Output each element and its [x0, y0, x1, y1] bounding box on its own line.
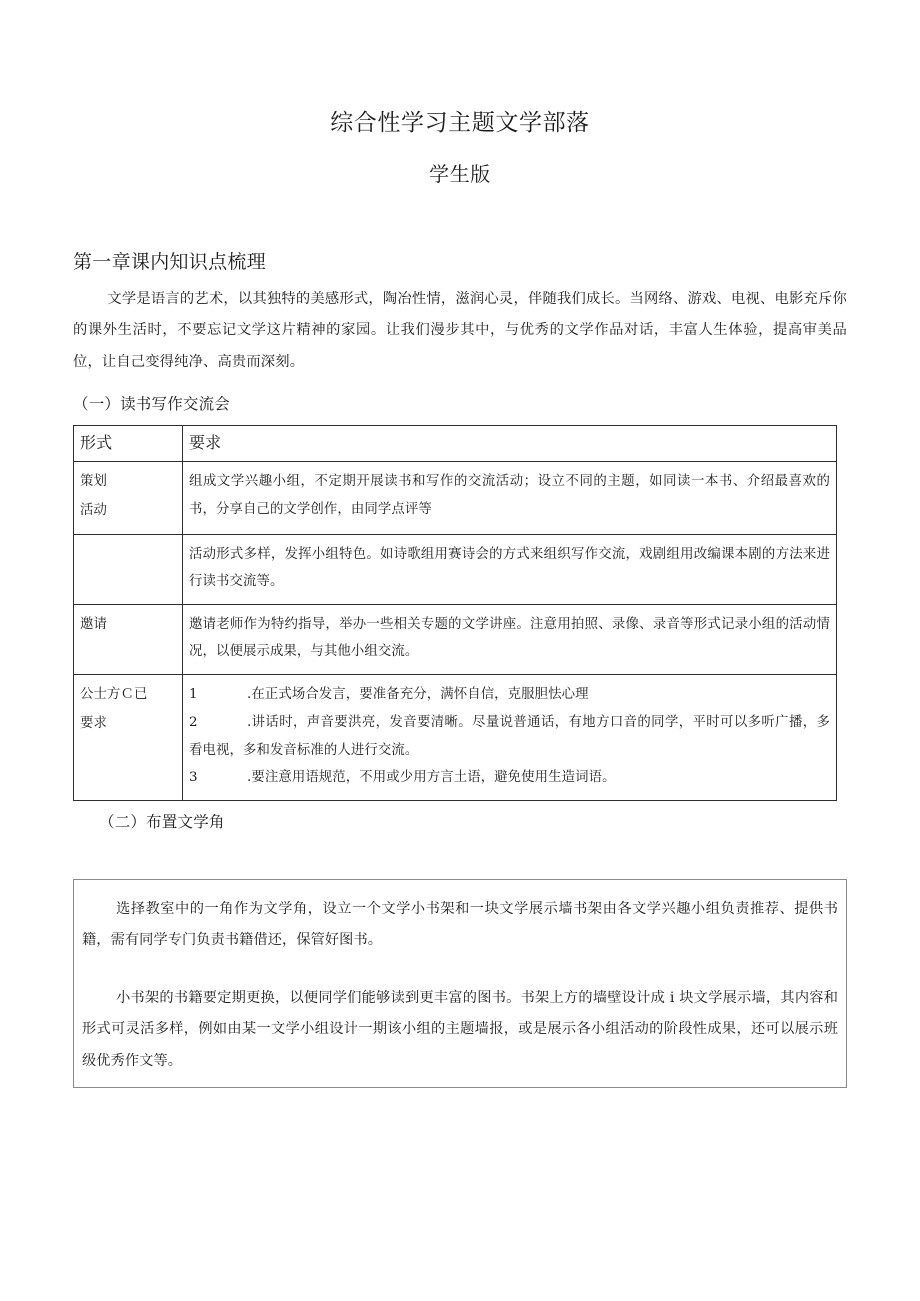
form-label-line: 策划	[80, 474, 107, 490]
list-item-text: .讲话时，声音要洪亮，发音要清晰。尽量说普通话，有地方口音的同学，平时可以多听广播，多看电视，多和发音标准的人进行交流。	[189, 714, 830, 758]
table-cell-requirement	[183, 534, 837, 604]
form-label-line: 要求	[80, 715, 107, 731]
literature-corner-note-box	[73, 879, 847, 1089]
document-body	[73, 0, 847, 1088]
list-item-text: .在正式场合发言，要准备充分，满怀自信，克服胆怯心理	[247, 686, 589, 702]
page-subtitle: 学生版	[429, 162, 491, 187]
table-row	[74, 604, 837, 674]
requirement-numbered-list	[189, 681, 830, 793]
list-item	[189, 681, 830, 709]
requirement-text: 活动形式多样，发挥小组特色。如诗歌组用赛诗会的方式来组织写作交流，戏剧组用改编课本剧的方法来进行读书交流等。	[189, 546, 830, 590]
note-paragraph-two: 小书架的书籍要定期更换，以便同学们能够读到更丰富的图书。书架上方的墙壁设计成 i 块文学展示墙，其内容和形式可灵活多样，例如由某一文学小组设计一期该小组的主题墙报，或是展示各小组活动的阶段性成果，还可以展示班级优秀作文等。	[82, 989, 838, 1069]
table-row	[74, 462, 837, 535]
table-row	[74, 674, 837, 801]
list-item	[189, 709, 830, 765]
table-cell-requirement	[183, 462, 837, 535]
section-two-heading: （二）布置文学角	[99, 813, 225, 832]
list-item-text: .要注意用语规范，不用或少用方言土语，避免使用生造词语。	[247, 770, 616, 786]
section-one-heading: （一）读书写作交流会	[73, 395, 231, 414]
table-cell-form	[74, 462, 183, 535]
table-cell-form	[74, 674, 183, 801]
table-cell-form	[74, 604, 183, 674]
form-label-line: 邀请	[80, 616, 107, 632]
form-label-line: 活动	[80, 503, 107, 519]
note-paragraph-one: 选择教室中的一角作为文学角，设立一个文学小书架和一块文学展示墙书架由各文学兴趣小组负责推荐、提供书籍，需有同学专门负责书籍借还，保管好图书。	[82, 900, 838, 949]
table-header-row	[74, 426, 837, 462]
table-header-form: 形式	[74, 426, 183, 462]
list-item-number: 1	[189, 686, 198, 702]
requirement-text: 组成文学兴趣小组，不定期开展读书和写作的交流活动；设立不同的主题，如同读一本书、介绍最喜欢的书，分享自己的文学创作，由同学点评等	[189, 474, 830, 517]
list-item-number: 3	[189, 770, 198, 786]
list-item	[189, 764, 830, 792]
requirement-text: 邀请老师作为特约指导，举办一些相关专题的文学讲座。注意用拍照、录像、录音等形式记录小组的活动情况，以便展示成果，与其他小组交流。	[189, 616, 830, 660]
table-header-requirement: 要求	[183, 426, 837, 462]
table-row	[74, 534, 837, 604]
table-cell-requirement	[183, 604, 837, 674]
reading-writing-table	[73, 425, 837, 801]
form-label-line: 公士方Ｃ已	[80, 686, 148, 702]
intro-paragraph: 文学是语言的艺术，以其独特的美感形式，陶冶性情，滋润心灵，伴随我们成长。当网络、游戏、电视、电影充斥你的课外生活时，不要忘记文学这片精神的家园。让我们漫步其中，与优秀的文学作品对话，丰富人生体验，提高审美品位，让自己变得纯净、高贵而深刻。	[73, 290, 847, 371]
table-cell-form	[74, 534, 183, 604]
list-item-number: 2	[189, 714, 198, 730]
page-title: 综合性学习主题文学部落	[330, 110, 590, 136]
chapter-heading: 第一章课内知识点梳理	[73, 251, 267, 274]
table-cell-requirement	[183, 674, 837, 801]
